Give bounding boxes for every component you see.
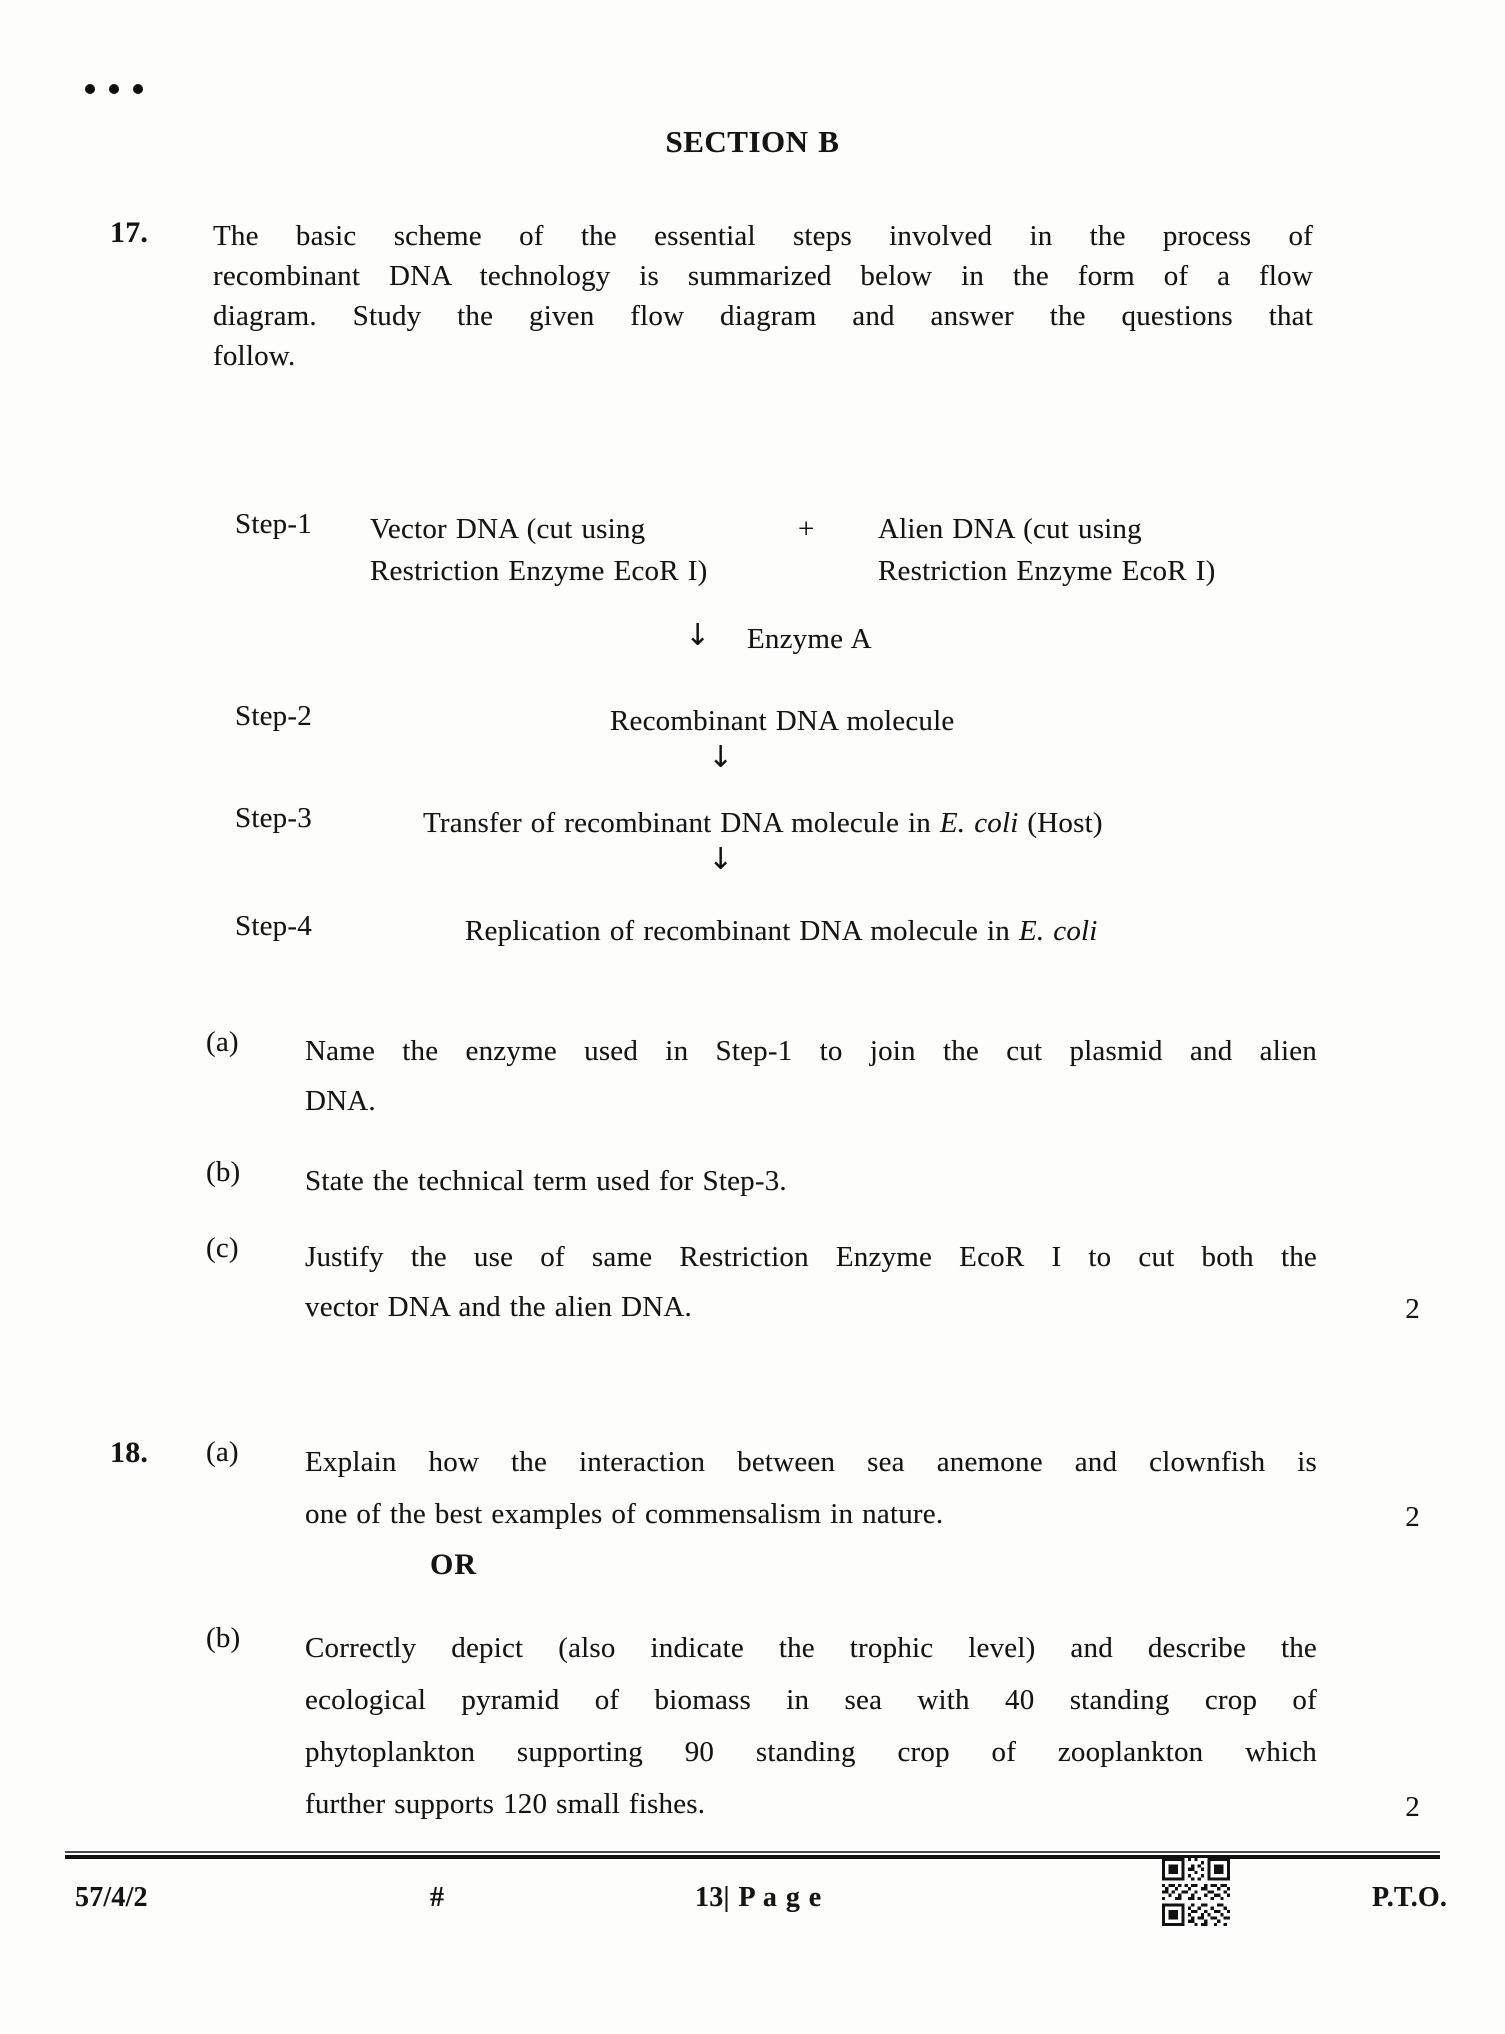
down-arrow-icon: ↓ bbox=[708, 740, 734, 775]
page-corner-dots-icon bbox=[85, 84, 143, 94]
marks-badge: 2 bbox=[1405, 1791, 1420, 1823]
step-4-text bbox=[465, 910, 1098, 952]
question-17-number: 17. bbox=[110, 216, 149, 249]
down-arrow-icon: ↓ bbox=[685, 618, 711, 653]
part-a-line: one of the best examples of commensalism in nature. bbox=[305, 1498, 944, 1530]
step-4-label: Step-4 bbox=[235, 910, 312, 942]
step-3-text-post: (Host) bbox=[1018, 807, 1103, 839]
part-a-label: (a) bbox=[206, 1436, 239, 1468]
step-4-ecoli-italic: E. coli bbox=[1018, 915, 1098, 947]
part-a-line: Explain how the interaction between sea anemone and clownfish is bbox=[305, 1446, 1317, 1478]
part-a-text bbox=[305, 1436, 1317, 1540]
or-divider: OR bbox=[430, 1548, 477, 1581]
part-b-line: State the technical term used for Step-3. bbox=[305, 1165, 787, 1197]
part-c-label: (c) bbox=[206, 1232, 239, 1264]
step-2-label: Step-2 bbox=[235, 700, 312, 732]
part-b-line: phytoplankton supporting 90 standing crop of zooplankton which bbox=[305, 1736, 1317, 1768]
part-a-line: DNA. bbox=[305, 1085, 376, 1117]
part-c-line: Justify the use of same Restriction Enzyme EcoR I to cut both the bbox=[305, 1241, 1317, 1273]
step-2-text: Recombinant DNA molecule bbox=[610, 705, 955, 737]
part-b-label: (b) bbox=[206, 1156, 241, 1188]
footer-hash: # bbox=[430, 1882, 445, 1913]
step-3-text bbox=[423, 802, 1103, 844]
dot-icon bbox=[85, 84, 95, 94]
footer-paper-code: 57/4/2 bbox=[75, 1882, 148, 1913]
part-a-line: Name the enzyme used in Step-1 to join the cut plasmid and alien bbox=[305, 1035, 1317, 1067]
marks-badge: 2 bbox=[1405, 1293, 1420, 1325]
part-b-line: Correctly depict (also indicate the trophic level) and describe the bbox=[305, 1632, 1317, 1664]
dot-icon bbox=[109, 84, 119, 94]
enzyme-a-label: Enzyme A bbox=[747, 623, 872, 655]
part-a-text bbox=[305, 1026, 1317, 1126]
part-b-text bbox=[305, 1156, 1317, 1206]
marks-badge: 2 bbox=[1405, 1501, 1420, 1533]
intro-line: follow. bbox=[213, 340, 296, 372]
step-3-label: Step-3 bbox=[235, 802, 312, 834]
question-18-part-a bbox=[85, 1436, 1420, 1540]
section-title: SECTION B bbox=[665, 124, 840, 159]
part-c-line: vector DNA and the alien DNA. bbox=[305, 1291, 692, 1323]
part-b-label: (b) bbox=[206, 1622, 241, 1654]
part-a-label: (a) bbox=[206, 1026, 239, 1058]
part-c-text bbox=[305, 1232, 1317, 1332]
footer-rule bbox=[65, 1851, 1440, 1859]
plus-sign: + bbox=[798, 513, 815, 545]
down-arrow-icon: ↓ bbox=[708, 842, 734, 877]
part-b-text bbox=[305, 1622, 1317, 1830]
step-1-alien-line: Restriction Enzyme EcoR I) bbox=[878, 555, 1216, 587]
intro-line: The basic scheme of the essential steps involved in the process of bbox=[213, 220, 1313, 252]
step-3-ecoli-italic: E. coli bbox=[939, 807, 1019, 839]
question-17-part-c bbox=[85, 1232, 1420, 1332]
footer-page-number: 13| P a g e bbox=[695, 1882, 822, 1913]
intro-line: recombinant DNA technology is summarized below in the form of a flow bbox=[213, 260, 1313, 292]
step-1-alien-line: Alien DNA (cut using bbox=[878, 513, 1142, 545]
dot-icon bbox=[133, 84, 143, 94]
question-17-intro bbox=[213, 216, 1313, 376]
step-1-alien-text bbox=[878, 508, 1215, 592]
step-1-vector-line: Restriction Enzyme EcoR I) bbox=[370, 555, 708, 587]
part-b-line: ecological pyramid of biomass in sea with 40 standing crop of bbox=[305, 1684, 1317, 1716]
step-1-vector-text bbox=[370, 508, 707, 592]
footer-pto: P.T.O. bbox=[1372, 1882, 1448, 1913]
part-b-line: further supports 120 small fishes. bbox=[305, 1788, 706, 1820]
step-1-vector-line: Vector DNA (cut using bbox=[370, 513, 646, 545]
step-1-label: Step-1 bbox=[235, 508, 312, 540]
question-18-number: 18. bbox=[110, 1436, 149, 1469]
question-18-part-b bbox=[85, 1622, 1420, 1830]
step-3-text-pre: Transfer of recombinant DNA molecule in bbox=[423, 807, 940, 839]
step-4-text-pre: Replication of recombinant DNA molecule in bbox=[465, 915, 1019, 947]
intro-line: diagram. Study the given flow diagram and answer the questions that bbox=[213, 300, 1313, 332]
qr-code-icon bbox=[1162, 1856, 1230, 1928]
